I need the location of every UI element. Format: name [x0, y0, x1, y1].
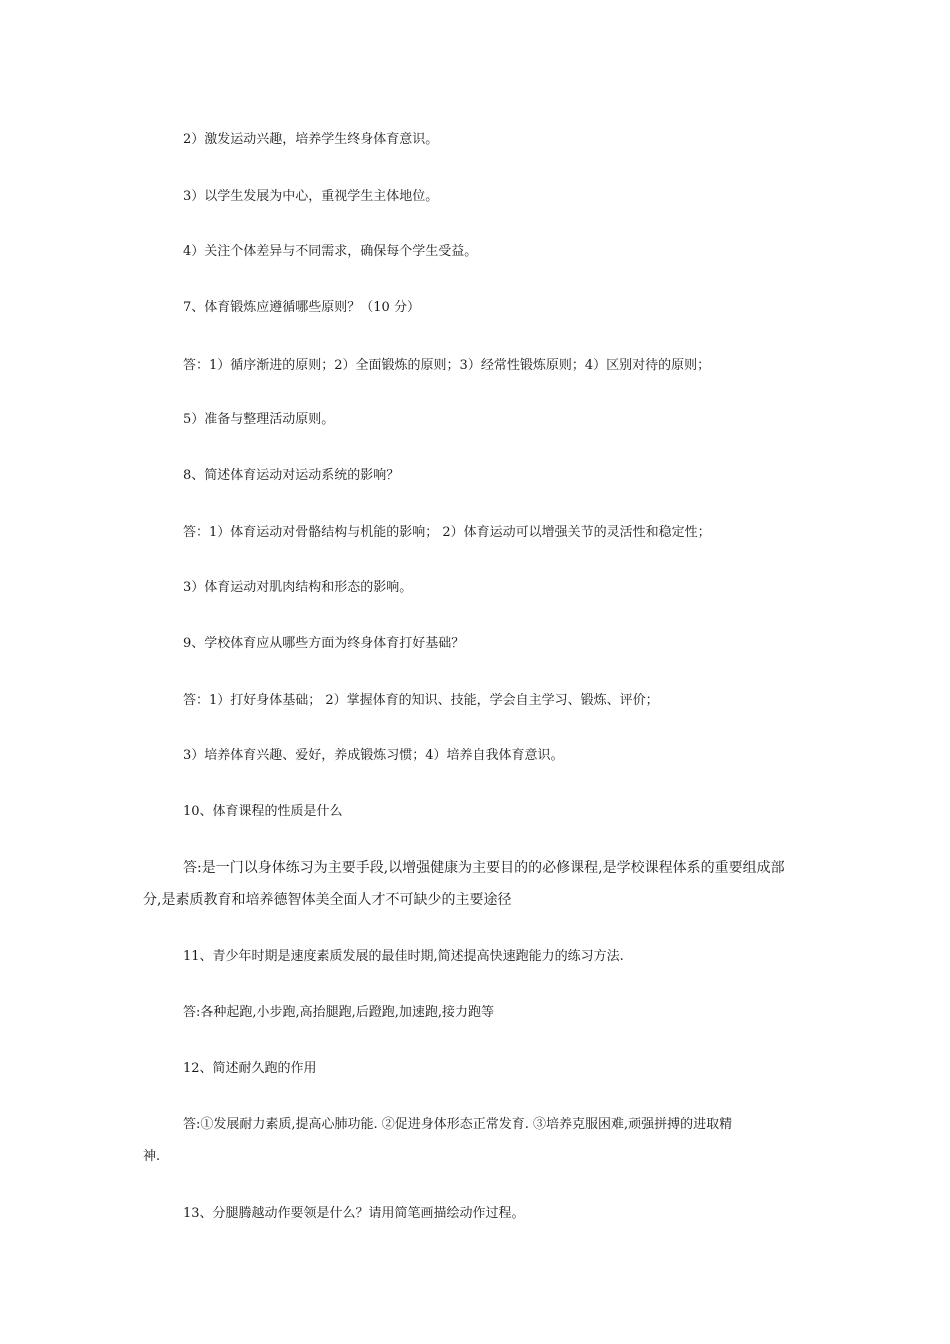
text-line: 3）培养体育兴趣、爱好，养成锻炼习惯；4）培养自我体育意识。	[183, 748, 564, 763]
text-line: 3）以学生发展为中心，重视学生主体地位。	[183, 189, 439, 204]
answer-line: 答：1）循序渐进的原则；2）全面锻炼的原则；3）经常性锻炼原则；4）区别对待的原则；	[183, 358, 711, 373]
answer-line: 答:①发展耐力素质,提高心肺功能. ②促进身体形态正常发育. ③培养克服困难,顽强拼搏的进取精	[183, 1117, 733, 1132]
question-line: 10、体育课程的性质是什么	[183, 804, 343, 819]
text-line: 5）准备与整理活动原则。	[183, 412, 335, 427]
question-line: 13、分腿腾越动作要领是什么？请用简笔画描绘动作过程。	[183, 1206, 525, 1221]
text-line: 分,是素质教育和培养德智体美全面人才不可缺少的主要途径	[143, 892, 512, 908]
text-line: 神.	[143, 1149, 161, 1164]
question-line: 7、体育锻炼应遵循哪些原则？（10 分）	[183, 300, 420, 315]
question-line: 11、青少年时期是速度素质发展的最佳时期,简述提高快速跑能力的练习方法.	[183, 949, 624, 964]
text-line: 2）激发运动兴趣，培养学生终身体育意识。	[183, 132, 439, 147]
answer-line: 答：1）体育运动对骨骼结构与机能的影响； 2）体育运动可以增强关节的灵活性和稳定性；	[183, 525, 711, 540]
question-line: 12、简述耐久跑的作用	[183, 1061, 317, 1076]
question-line: 9、学校体育应从哪些方面为终身体育打好基础？	[183, 636, 465, 651]
answer-line: 答:是一门以身体练习为主要手段,以增强健康为主要目的的必修课程,是学校课程体系的重要组成部	[183, 860, 785, 876]
text-line: 3）体育运动对肌肉结构和形态的影响。	[183, 580, 413, 595]
answer-line: 答:各种起跑,小步跑,高抬腿跑,后蹬跑,加速跑,接力跑等	[183, 1005, 495, 1020]
text-line: 4）关注个体差异与不同需求，确保每个学生受益。	[183, 244, 478, 259]
answer-line: 答：1）打好身体基础； 2）掌握体育的知识、技能，学会自主学习、锻炼、评价；	[183, 693, 659, 708]
question-line: 8、简述体育运动对运动系统的影响？	[183, 468, 400, 483]
